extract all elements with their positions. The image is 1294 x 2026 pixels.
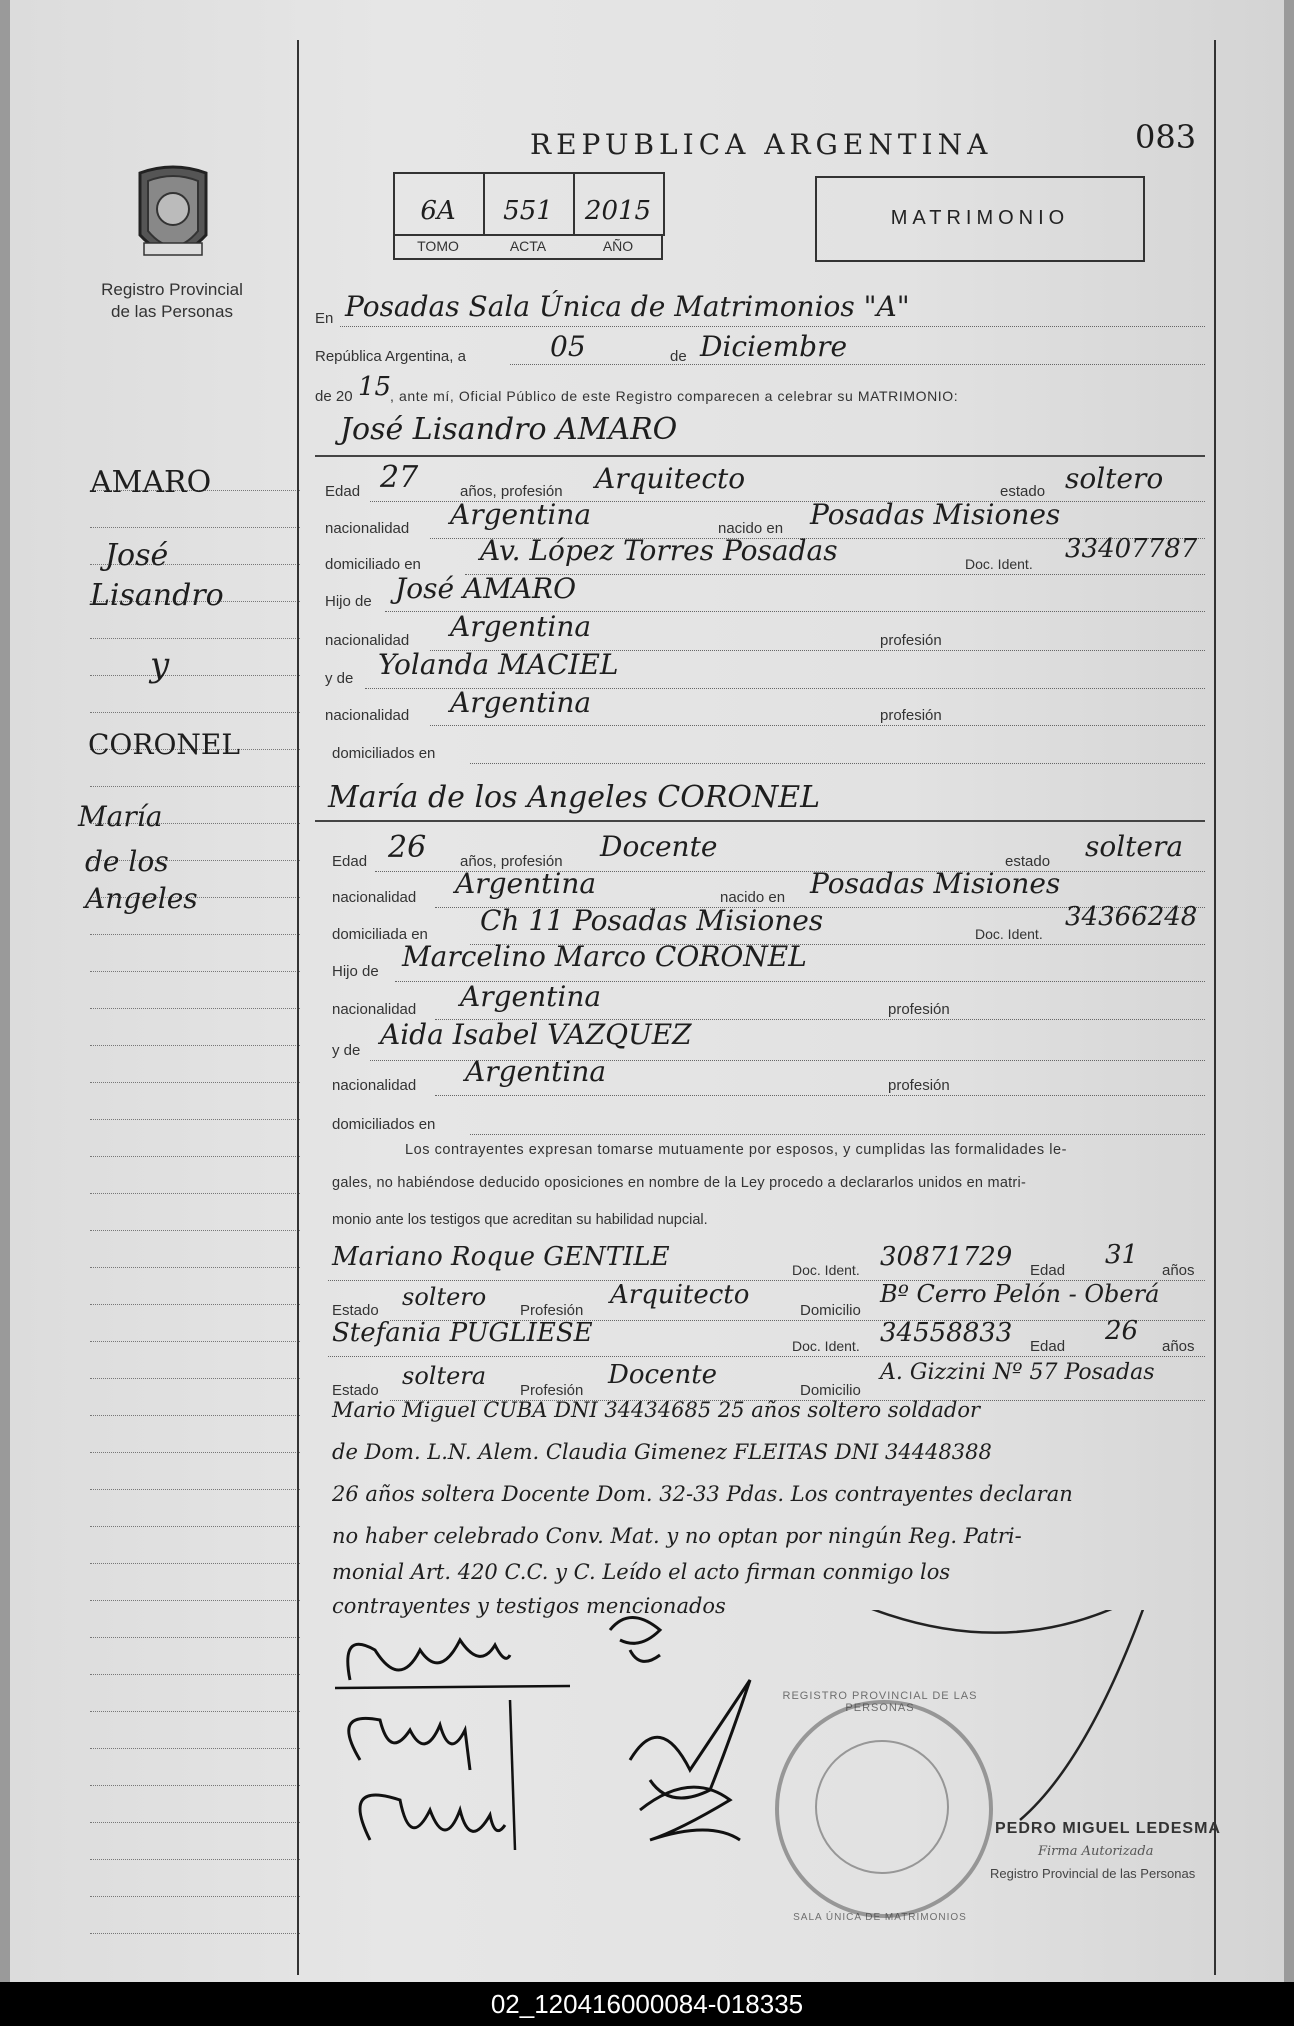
witness2-name: Stefania PUGLIESE [332,1318,593,1348]
bride-nac-label: nacionalidad [332,889,417,906]
official-office: Registro Provincial de las Personas [990,1866,1196,1881]
margin-note-1: AMARO [90,465,212,500]
de-label: de [670,348,687,365]
bride-edad-label: Edad [332,853,368,870]
groom-doc: 33407787 [1065,534,1198,564]
republica-label: República Argentina, a [315,348,466,365]
bride-hijo-label: Hijo de [332,963,379,980]
tomo-box-bottom [393,234,663,260]
margin-rule [90,1156,300,1157]
witness2-age: 26 [1105,1316,1139,1346]
witness1-profession: Arquitecto [610,1280,750,1310]
witness2-line-1 [328,1342,1205,1357]
bride-domiciliados-label: domiciliados en [332,1116,436,1133]
groom-line-7 [430,711,1205,726]
en-label: En [315,310,334,327]
witness1-dom-label: Domicilio [800,1302,861,1319]
document-page [10,0,1284,1982]
bride-doc-label: Doc. Ident. [975,926,1043,942]
margin-rule [90,1341,300,1342]
anio-label: AÑO [602,238,634,254]
anio-value: 2015 [584,196,652,226]
tomo-label: TOMO [417,238,459,254]
witness1-line-1 [328,1266,1205,1281]
annotation-line-6: contrayentes y testigos mencionados [332,1594,726,1618]
bride-line-7 [435,1081,1205,1096]
witness1-name: Mariano Roque GENTILE [332,1242,670,1272]
margin-rule [90,1452,300,1453]
groom-mother: Yolanda MACIEL [378,648,619,681]
margin-note-6: María [78,800,163,833]
groom-mprof-label: profesión [880,707,942,724]
bride-profession: Docente [600,830,718,863]
bride-name: María de los Angeles CORONEL [328,780,821,815]
groom-edad-label: Edad [325,483,361,500]
official-seal-inner [815,1740,949,1874]
bride-yde-label: y de [332,1042,361,1059]
margin-rule [90,1230,300,1231]
witness1-estado-label: Estado [332,1302,379,1319]
country-heading: REPUBLICA ARGENTINA [530,128,993,161]
witness2-status: soltera [402,1362,487,1390]
bride-estado-label: estado [1005,853,1051,870]
witness2-estado-label: Estado [332,1382,379,1399]
witness1-anos-label: años [1162,1262,1195,1279]
year-prefix: de 20 [315,388,353,405]
witness2-dom-label: Domicilio [800,1382,861,1399]
acta-label: ACTA [509,238,547,254]
margin-rule [90,1600,300,1601]
margin-rule [90,1859,300,1860]
witness1-status: soltero [402,1283,487,1311]
page-number: 083 [1135,118,1197,156]
groom-fprof-label: profesión [880,632,942,649]
margin-note-8: Angeles [85,882,198,915]
groom-mnac-label: nacionalidad [325,707,410,724]
witness1-prof-label: Profesión [520,1302,584,1319]
annotation-line-3: 26 años soltera Docente Dom. 32-33 Pdas. Los contrayentes declaran [332,1482,1073,1506]
groom-mother-nationality: Argentina [450,686,592,719]
year-suffix: 15 [358,372,392,402]
bride-fnac-label: nacionalidad [332,1001,417,1018]
margin-rule [90,1082,300,1083]
declaration-line-2: gales, no habiéndose deducido oposiciones en nombre de la Ley procedo a declararlos unidos en matri- [332,1175,1027,1191]
witness1-doc: 30871729 [880,1242,1013,1272]
bride-birthplace: Posadas Misiones [810,867,1061,900]
official-title: Firma Autorizada [1038,1844,1154,1859]
witness2-address: A. Gizzini Nº 57 Posadas [880,1360,1155,1385]
margin-rule [90,675,300,676]
margin-rule [90,1378,300,1379]
witness2-edad-label: Edad [1030,1338,1066,1355]
bride-mprof-label: profesión [888,1077,950,1094]
bride-mother-nationality: Argentina [465,1055,607,1088]
seal-text: REGISTRO PROVINCIAL DE LAS PERSONAS [782,1690,978,1714]
groom-anos-label: años, profesión [460,483,563,500]
margin-rule [90,638,300,639]
bride-dom-label: domiciliada en [332,926,428,943]
margin-rule [90,1674,300,1675]
month: Diciembre [700,330,848,363]
groom-nacido-label: nacido en [718,520,784,537]
acta-value: 551 [503,196,553,226]
groom-nac-label: nacionalidad [325,520,410,537]
witness1-address: Bº Cerro Pelón - Oberá [880,1280,1160,1308]
appear-text: , ante mí, Oficial Público de este Registro comparecen a celebrar su MATRIMONIO: [390,388,959,404]
tomo-value: 6A [420,196,456,226]
declaration-line-3: monio ante los testigos que acreditan su habilidad nupcial. [332,1212,708,1228]
bride-nationality: Argentina [455,867,597,900]
margin-rule [90,1489,300,1490]
groom-fnac-label: nacionalidad [325,632,410,649]
file-id: 02_120416000084-018335 [0,1982,1294,2026]
groom-domiciliados-label: domiciliados en [332,745,436,762]
margin-rule [90,1119,300,1120]
margin-rule [90,1267,300,1268]
groom-status: soltero [1065,462,1164,495]
margin-rule [90,1785,300,1786]
seal-inner-text: SALA ÚNICA DE MATRIMONIOS [793,1912,967,1923]
annotation-line-5: monial Art. 420 C.C. y C. Leído el acto firman conmigo los [332,1560,951,1584]
registry-name-1: Registro Provincial [101,280,243,299]
witness2-doc-label: Doc. Ident. [792,1338,860,1354]
witness2-doc: 34558833 [880,1318,1013,1348]
bride-fprof-label: profesión [888,1001,950,1018]
groom-hijo-label: Hijo de [325,593,372,610]
margin-rule [90,1896,300,1897]
margin-rule [90,1304,300,1305]
witness1-doc-label: Doc. Ident. [792,1262,860,1278]
groom-father: José AMARO [395,572,577,605]
groom-name: José Lisandro AMARO [340,412,678,447]
witness1-age: 31 [1105,1240,1139,1270]
bride-anos-label: años, profesión [460,853,563,870]
groom-yde-label: y de [325,670,354,687]
margin-rule [90,1526,300,1527]
witness1-edad-label: Edad [1030,1262,1066,1279]
groom-divider [315,455,1205,457]
margin-note-4: y [150,645,170,685]
margin-rule [90,1193,300,1194]
groom-dom-label: domiciliado en [325,556,421,573]
left-border [297,40,299,1975]
margin-rule [90,934,300,935]
record-type: MATRIMONIO [890,207,1070,229]
groom-address: Av. López Torres Posadas [480,534,838,567]
bride-age: 26 [388,830,427,865]
bride-line-8 [470,1120,1205,1135]
bride-mnac-label: nacionalidad [332,1077,417,1094]
bride-divider [315,820,1205,822]
margin-rule [90,1711,300,1712]
official-name: PEDRO MIGUEL LEDESMA [995,1820,1221,1837]
bride-mother: Aida Isabel VAZQUEZ [380,1018,692,1051]
groom-nationality: Argentina [450,498,592,531]
margin-rule [90,712,300,713]
groom-birthplace: Posadas Misiones [810,498,1061,531]
bride-father-nationality: Argentina [460,980,602,1013]
place: Posadas Sala Única de Matrimonios "A" [345,290,910,323]
margin-rule [90,1008,300,1009]
margin-rule [90,1748,300,1749]
bride-status: soltera [1085,830,1184,863]
margin-note-3: Lisandro [90,578,224,613]
margin-note-2: José [105,538,169,573]
margin-rule [90,1045,300,1046]
margin-rule [90,1563,300,1564]
margin-note-5: CORONEL [88,728,240,761]
province-emblem [130,165,216,275]
bride-address: Ch 11 Posadas Misiones [480,904,824,937]
witness2-anos-label: años [1162,1338,1195,1355]
registry-name-2: de las Personas [111,302,233,321]
declaration-line-1: Los contrayentes expresan tomarse mutuamente por esposos, y cumplidas las formalidades le- [405,1142,1068,1158]
witness2-profession: Docente [608,1360,718,1390]
bride-doc: 34366248 [1065,902,1198,932]
annotation-line-2: de Dom. L.N. Alem. Claudia Gimenez FLEITAS DNI 34448388 [332,1440,992,1464]
groom-line-8 [470,749,1205,764]
margin-rule [90,786,300,787]
annotation-line-1: Mario Miguel CUBA DNI 34434685 25 años soltero soldador [332,1398,981,1422]
margin-rule [90,1933,300,1934]
bride-father: Marcelino Marco CORONEL [402,940,807,973]
right-border [1214,40,1216,1975]
margin-rule [90,1415,300,1416]
bride-nacido-label: nacido en [720,889,786,906]
groom-doc-label: Doc. Ident. [965,556,1033,572]
witness2-prof-label: Profesión [520,1382,584,1399]
margin-rule [90,1822,300,1823]
groom-father-nationality: Argentina [450,610,592,643]
margin-rule [90,1637,300,1638]
annotation-line-4: no haber celebrado Conv. Mat. y no optan por ningún Reg. Patri- [332,1524,1022,1548]
groom-estado-label: estado [1000,483,1046,500]
groom-age: 27 [380,460,419,495]
day: 05 [550,330,586,363]
margin-rule [90,527,300,528]
margin-rule [90,971,300,972]
groom-profession: Arquitecto [595,462,746,495]
date-line [510,350,1205,365]
margin-note-7: de los [85,845,169,878]
